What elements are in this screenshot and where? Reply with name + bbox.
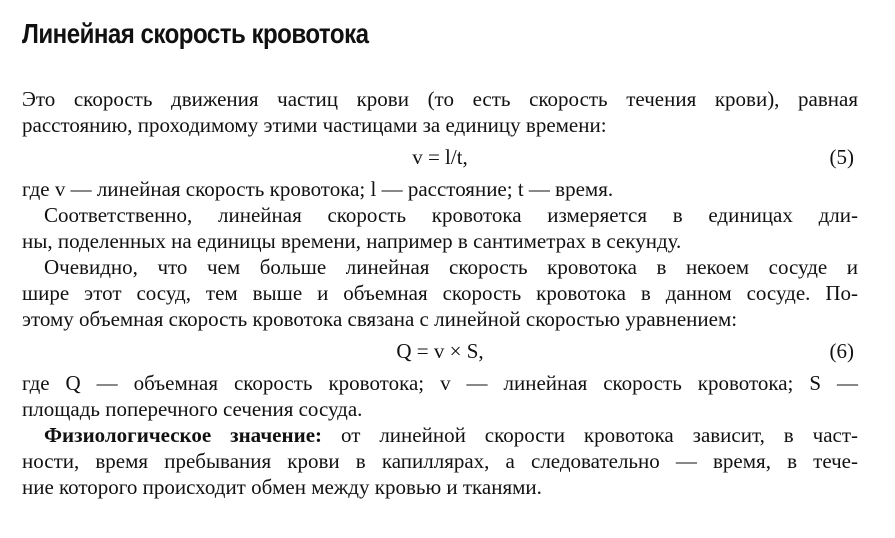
physiological-significance-label: Физиологическое значение:: [44, 423, 323, 447]
formula-6: [22, 332, 858, 370]
paragraph-4-line-1: Очевидно, что чем больше линейная скорость кровотока в некоем сосуде и: [44, 255, 858, 279]
paragraph-6-line-1-text: от линейной скорости кровотока зависит, в част-: [322, 423, 858, 447]
formula-5: [22, 138, 858, 176]
document-page: [22, 14, 858, 500]
paragraph-1-line-1: Это скорость движения частиц крови (то есть скорость течения крови), равная: [22, 87, 858, 111]
paragraph-3-line-2: ны, поделенных на единицы времени, например в сантиметрах в секунду.: [22, 229, 682, 253]
paragraph-3-line-1: Соответственно, линейная скорость кровотока измеряется в единицах дли-: [44, 203, 858, 227]
paragraph-1-line-2: расстоянию, проходимому этими частицами за единицу времени:: [22, 113, 607, 137]
formula-5-expression: v = l/t,: [412, 145, 468, 169]
paragraph-6-line-1: [22, 422, 858, 448]
formula-5-number: (5): [829, 145, 854, 169]
paragraph-5-line-1: где Q — объемная скорость кровотока; v — линейная скорость кровотока; S —: [22, 371, 858, 395]
formula-6-expression: Q = v × S,: [396, 339, 484, 363]
section-title: Линейная скорость кровотока: [22, 18, 369, 49]
paragraph-6-line-2: ности, время пребывания крови в капиллярах, а следовательно — время, в тече-: [22, 449, 858, 473]
formula-6-number: (6): [829, 339, 854, 363]
paragraph-6-line-3: ние которого происходит обмен между кровью и тканями.: [22, 475, 542, 499]
paragraph-5-line-2: площадь поперечного сечения сосуда.: [22, 397, 363, 421]
paragraph-2-line-1: где v — линейная скорость кровотока; l — расстояние; t — время.: [22, 177, 614, 201]
paragraph-4-line-2: шире этот сосуд, тем выше и объемная скорость кровотока в данном сосуде. По-: [22, 281, 858, 305]
paragraph-4-line-3: этому объемная скорость кровотока связана с линейной скоростью уравнением:: [22, 307, 738, 331]
title-spacer: [22, 54, 858, 86]
